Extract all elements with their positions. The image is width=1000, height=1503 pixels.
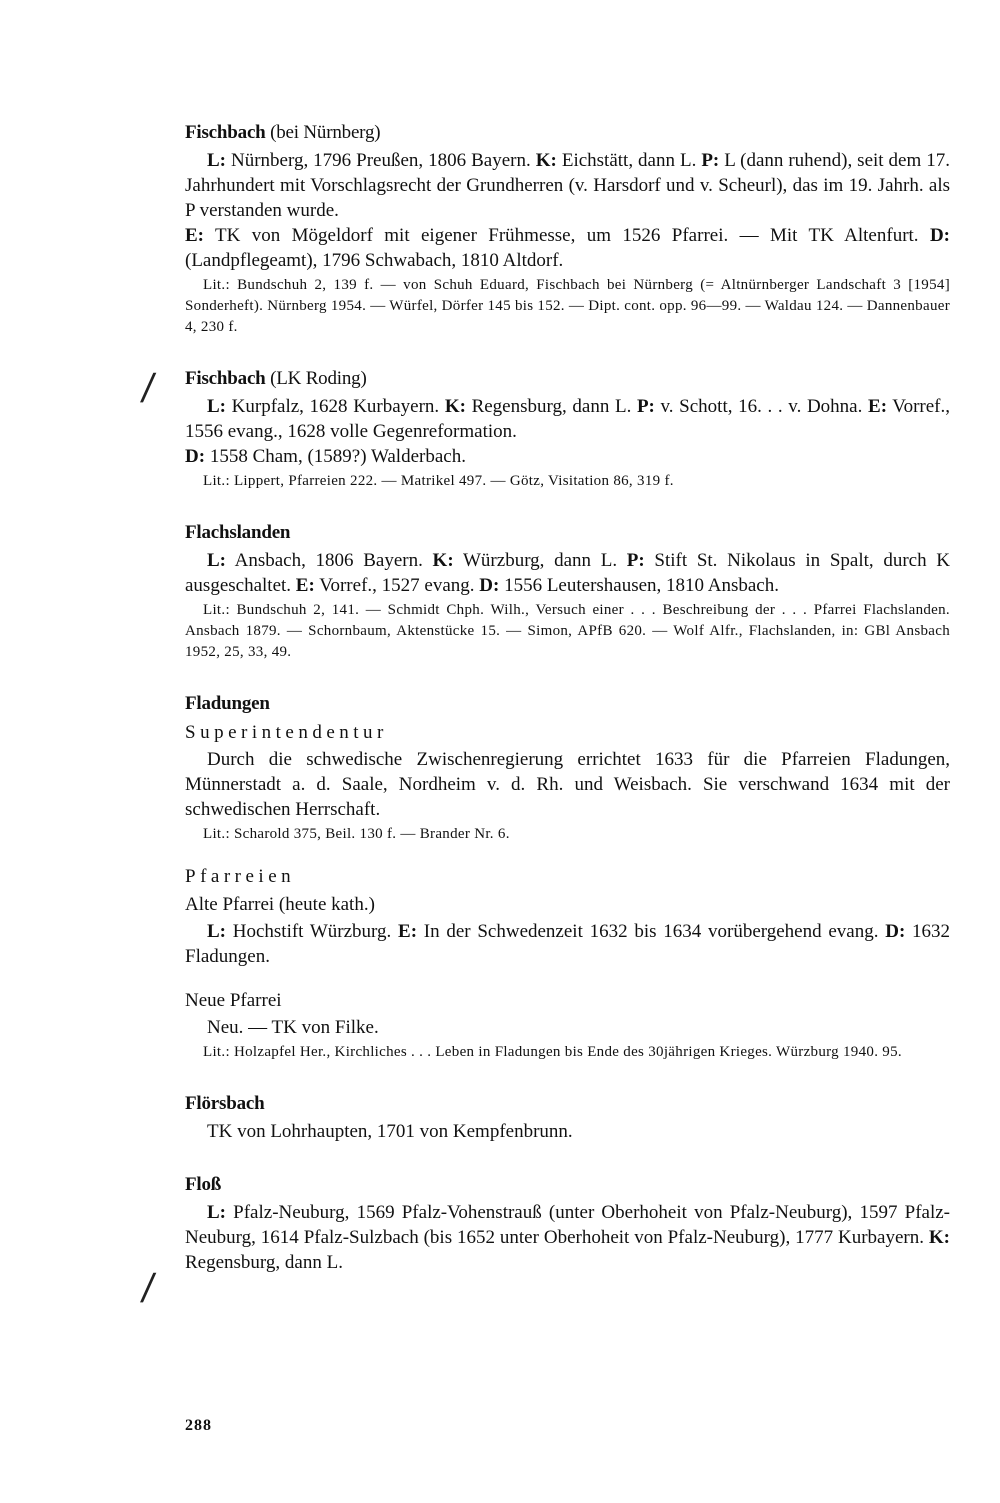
literature: Lit.: Bundschuh 2, 141. — Schmidt Chph. Wilh., Versuch einer . . . Beschreibung der . . . Pfarrei Flachslanden. Ansbach 1879. — Schornbaum, Aktenstücke 15. — Simon, APfB 620. — Wolf Alfr., Flachslanden, in: GBl Ansbach 1952, 25, 33, 49. (185, 602, 950, 660)
entry-body: TK von Lohrhaupten, 1701 von Kempfenbrunn. (207, 1121, 573, 1142)
entry-body: Durch die schwedische Zwischenregierung errichtet 1633 für die Pfarreien Fladungen, Münnerstadt a. d. Saale, Nordheim v. d. Rh. und Weisbach. Sie verschwand 1634 mit der schwedischen Herrschaft. (185, 749, 950, 820)
label-P: P: (701, 150, 720, 171)
label-P: P: (626, 550, 645, 571)
body-text: Pfalz-Neuburg, 1569 Pfalz-Vohenstrauß (unter Oberhoheit von Pfalz-Neuburg), 1597 Pfalz-Neuburg, 1614 Pfalz-Sulzbach (bis 1652 unter Oberhoheit von Pfalz-Neuburg), 1777 Kurbayern. (185, 1202, 950, 1248)
entry-title: Fischbach (185, 122, 266, 143)
entry-heading (185, 118, 950, 148)
margin-mark: / (139, 1267, 158, 1308)
label-K: K: (444, 396, 466, 417)
label-L: L: (207, 1202, 226, 1223)
entry-qualifier: (bei Nürnberg) (270, 122, 381, 143)
label-L: L: (207, 150, 226, 171)
label-K: K: (928, 1227, 950, 1248)
subsection-heading-neue-pfarrei: Neue Pfarrei (185, 990, 282, 1011)
entry-body (185, 919, 950, 969)
label-D: D: (885, 921, 906, 942)
page-content (185, 118, 950, 1275)
body-text: Ansbach, 1806 Bayern. (226, 550, 433, 571)
label-D: D: (185, 446, 206, 467)
body-text: (Landpflegeamt), 1796 Schwabach, 1810 Altdorf. (185, 250, 564, 271)
label-E: E: (295, 575, 315, 596)
label-K: K: (432, 550, 454, 571)
margin-mark: / (139, 367, 158, 408)
entry-heading (185, 364, 950, 394)
entry-body (185, 444, 950, 469)
body-text: TK von Mögeldorf mit eigener Frühmesse, um 1526 Pfarrei. — Mit TK Altenfurt. (204, 225, 930, 246)
body-text: Regensburg, dann L. (185, 1252, 343, 1273)
entry-title: Floß (185, 1174, 222, 1195)
body-text: 1632 Fladungen. (185, 921, 951, 967)
literature: Lit.: Bundschuh 2, 139 f. — von Schuh Eduard, Fischbach bei Nürnberg (= Altnürnberger Landschaft 3 [1954] Sonderheft). Nürnberg 1954. — Würfel, Dörfer 145 bis 152. — Dipt. cont. opp. 96—99. — Waldau 124. — Dannenbauer 4, 230 f. (185, 277, 950, 335)
entry-body (185, 1200, 950, 1275)
entry-flachslanden (185, 518, 950, 663)
literature: Lit.: Lippert, Pfarreien 222. — Matrikel 497. — Götz, Visitation 86, 319 f. (203, 473, 674, 489)
entry-fladungen (185, 689, 950, 1063)
entry-floersbach (185, 1089, 950, 1144)
label-L: L: (207, 550, 226, 571)
entry-body (185, 394, 950, 444)
body-text: Vorref., 1556 evang., 1628 volle Gegenreformation. (185, 396, 950, 442)
entry-title: Flörsbach (185, 1093, 265, 1114)
entry-qualifier: (LK Roding) (270, 368, 367, 389)
body-text: Regensburg, dann L. (465, 396, 637, 417)
entry-body (185, 548, 950, 598)
label-L: L: (207, 921, 226, 942)
body-text: Hochstift Würzburg. (226, 921, 399, 942)
label-L: L: (207, 396, 226, 417)
label-K: K: (535, 150, 557, 171)
label-D: D: (479, 575, 500, 596)
entry-fischbach-roding (185, 364, 950, 492)
entry-fischbach-nuernberg (185, 118, 950, 338)
body-text: Eichstätt, dann L. (556, 150, 702, 171)
entry-title: Fladungen (185, 693, 270, 714)
body-text: 1558 Cham, (1589?) Walderbach. (205, 446, 466, 467)
literature: Lit.: Scharold 375, Beil. 130 f. — Brander Nr. 6. (203, 826, 510, 842)
literature: Lit.: Holzapfel Her., Kirchliches . . . Leben in Fladungen bis Ende des 30jährigen Krieges. Würzburg 1940. 95. (203, 1044, 902, 1060)
label-E: E: (398, 921, 418, 942)
body-text: v. Schott, 16. . . v. Dohna. (654, 396, 869, 417)
section-heading-pfarreien: Pfarreien (185, 866, 296, 887)
body-text: Vorref., 1527 evang. (314, 575, 480, 596)
section-heading-superintendentur: Superintendentur (185, 722, 388, 743)
body-text: In der Schwedenzeit 1632 bis 1634 vorübergehend evang. (417, 921, 886, 942)
entry-title: Flachslanden (185, 522, 291, 543)
entry-body (185, 148, 950, 223)
body-text: Kurpfalz, 1628 Kurbayern. (226, 396, 445, 417)
body-text: Stift St. Nikolaus in Spalt, durch K ausgeschaltet. (185, 550, 951, 596)
body-text: 1556 Leutershausen, 1810 Ansbach. (499, 575, 779, 596)
label-P: P: (636, 396, 655, 417)
subsection-heading-alte-pfarrei: Alte Pfarrei (heute kath.) (185, 894, 375, 915)
entry-body: Neu. — TK von Filke. (207, 1017, 379, 1038)
entry-floss (185, 1170, 950, 1275)
label-E: E: (185, 225, 204, 246)
label-D: D: (929, 225, 950, 246)
page-number: 288 (185, 1417, 212, 1434)
body-text: L (dann ruhend), seit dem 17. Jahrhundert mit Vorschlagsrecht der Grundherren (v. Harsdorf und v. Scheurl), das im 19. Jahrh. als P verstanden wurde. (185, 150, 950, 221)
label-E: E: (868, 396, 888, 417)
body-text: Würzburg, dann L. (453, 550, 627, 571)
entry-title: Fischbach (185, 368, 266, 389)
entry-body (185, 223, 950, 273)
body-text: Nürnberg, 1796 Preußen, 1806 Bayern. (226, 150, 536, 171)
